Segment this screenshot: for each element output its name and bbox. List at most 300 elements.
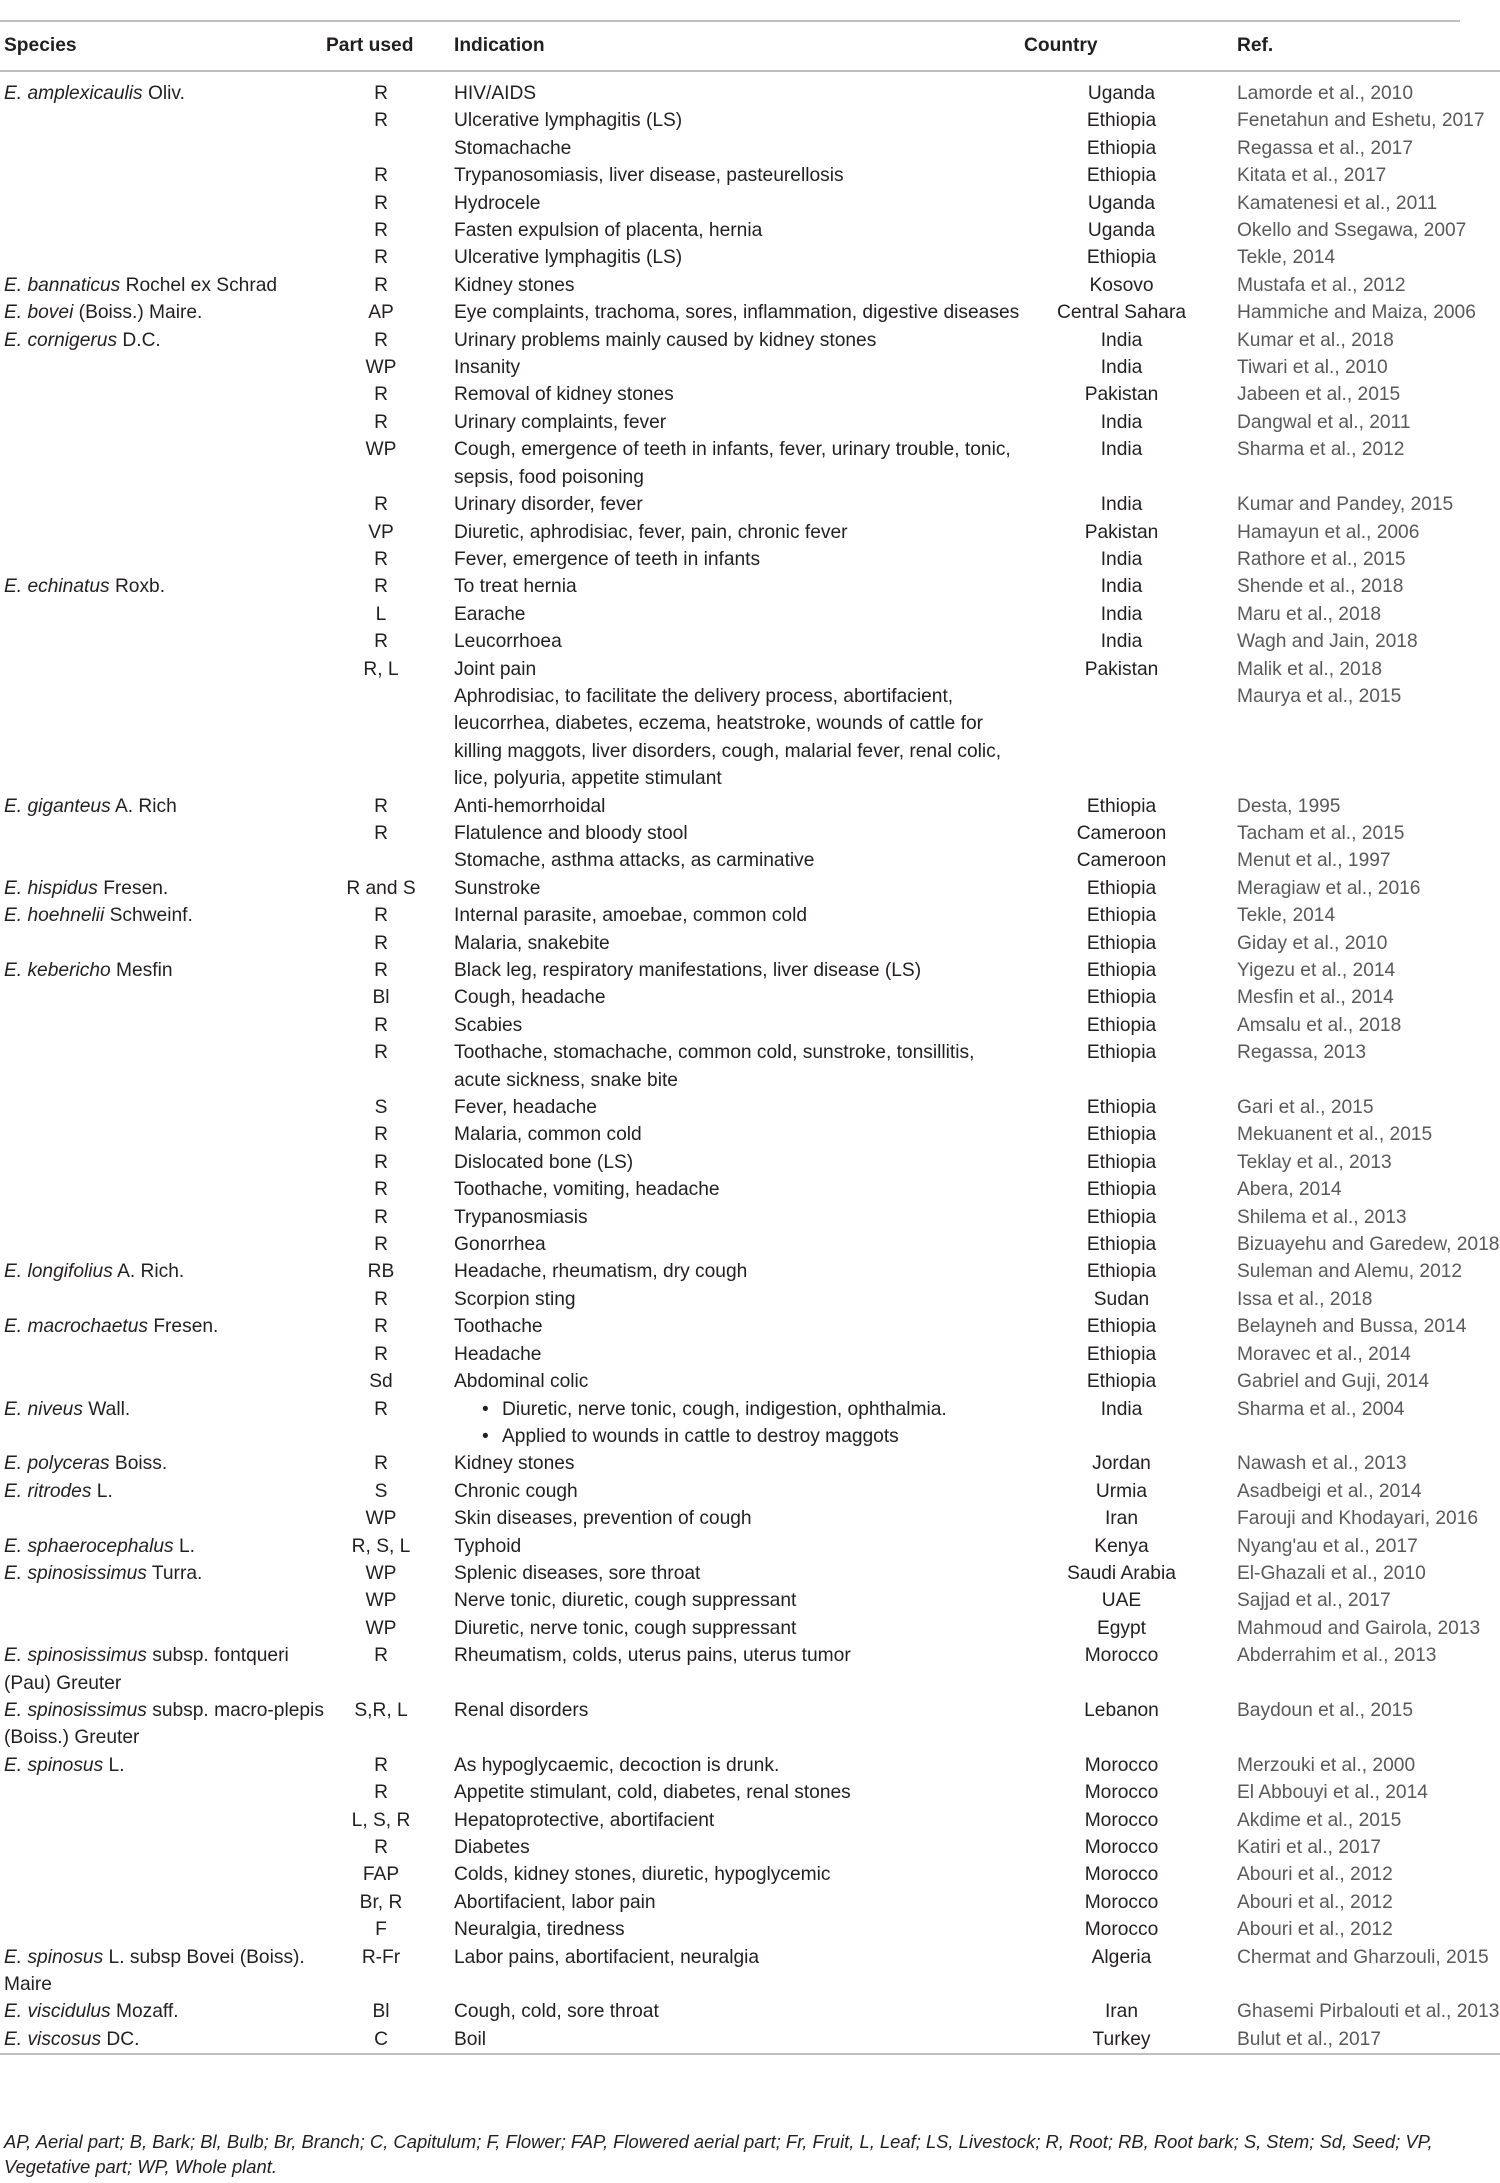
species-cell [0,573,326,600]
part-used-cell: FAP [362,1864,400,1886]
country-cell: Ethiopia [1086,1206,1157,1228]
part-used-cell: R [374,494,388,516]
part-used-cell: Bl [372,987,390,1009]
reference-cell: Desta, 1995 [1237,795,1341,817]
species-cell [0,1587,326,1614]
country-cell: Ethiopia [1086,110,1157,132]
table-row [0,1560,1500,1587]
reference-cell: Bizuayehu and Garedew, 2018 [1237,1234,1500,1256]
country-cell: India [1100,329,1143,351]
table-row [0,272,1500,299]
table-row [0,162,1500,189]
country-cell: Pakistan [1084,384,1159,406]
indication-cell: Colds, kidney stones, diuretic, hypoglycemic [454,1864,831,1886]
part-used-cell: R [374,411,388,433]
table-row [0,1642,1500,1697]
species-name: E. bovei [4,302,74,324]
indication-cell: Trypanosomiasis, liver disease, pasteurellosis [454,165,844,187]
indication-cell: Internal parasite, amoebae, common cold [454,905,808,927]
species-cell [0,930,326,957]
country-cell [1024,683,1219,793]
species-authority: Fresen. [97,877,169,899]
indication-cell: Neuralgia, tiredness [454,1919,625,1941]
part-used-cell: R [374,822,388,844]
table-row [0,1478,1500,1505]
indication-cell: Abdominal colic [454,1371,589,1393]
country-cell: Pakistan [1084,658,1159,680]
indication-cell: Headache, rheumatism, dry cough [454,1261,748,1283]
species-cell [0,875,326,902]
species-cell [0,1039,326,1094]
reference-cell: Teklay et al., 2013 [1237,1151,1392,1173]
reference-cell: Meragiaw et al., 2016 [1237,877,1421,899]
reference-cell: Issa et al., 2018 [1237,1288,1373,1310]
reference-cell: Menut et al., 1997 [1237,850,1391,872]
species-name: E. giganteus [4,795,111,817]
part-used-cell [326,683,436,793]
reference-cell: Abouri et al., 2012 [1237,1864,1393,1886]
reference-cell: Rathore et al., 2015 [1237,548,1406,570]
reference-cell: Ghasemi Pirbalouti et al., 2013 [1237,2001,1500,2023]
country-cell: Ethiopia [1086,905,1157,927]
table-row [0,299,1500,326]
species-cell [0,1450,326,1477]
country-cell: Ethiopia [1086,165,1157,187]
part-used-cell [326,135,436,162]
indication-cell: Chronic cough [454,1480,578,1502]
reference-cell: Baydoun et al., 2015 [1237,1699,1414,1721]
indication-cell [436,1396,1024,1451]
reference-cell: Mesfin et al., 2014 [1237,987,1394,1009]
indication-cell: HIV/AIDS [454,83,537,104]
table-row [0,107,1500,134]
species-authority: Mesfin [110,960,173,981]
species-cell [0,1615,326,1642]
species-name: E. echinatus [4,576,110,598]
country-cell: India [1100,548,1143,570]
indication-cell: Anti-hemorrhoidal [454,795,606,817]
indication-cell: Stomache, asthma attacks, as carminative [454,850,815,872]
species-name: E. cornigerus [4,329,118,351]
species-cell [0,546,326,573]
indication-cell: Renal disorders [454,1699,589,1721]
reference-cell: Shende et al., 2018 [1237,576,1404,598]
species-cell [0,217,326,244]
reference-cell: Yigezu et al., 2014 [1237,960,1396,981]
indication-cell: Splenic diseases, sore throat [454,1562,701,1584]
table-row [0,957,1500,984]
table-row [0,1779,1500,1806]
part-used-cell: WP [365,357,397,379]
species-name: E. viscidulus [4,2001,111,2023]
country-cell: Cameroon [1076,850,1167,872]
country-cell: Morocco [1084,1645,1159,1667]
reference-cell: Hammiche and Maiza, 2006 [1237,302,1476,324]
part-used-cell: R [374,1645,388,1667]
reference-cell: Farouji and Khodayari, 2016 [1237,1508,1479,1530]
part-used-cell: R [374,960,388,981]
reference-cell: Giday et al., 2010 [1237,932,1388,954]
reference-cell: Gabriel and Guji, 2014 [1237,1371,1429,1393]
indication-cell: Diabetes [454,1837,530,1858]
country-cell: Ethiopia [1086,1234,1157,1256]
reference-cell: Suleman and Alemu, 2012 [1237,1261,1463,1283]
header-country: Country [1024,22,1219,71]
reference-cell: Kitata et al., 2017 [1237,165,1387,187]
country-cell: Uganda [1087,83,1156,104]
table-row [0,1697,1500,1752]
indication-cell: Nerve tonic, diuretic, cough suppressant [454,1590,797,1612]
species-cell [0,984,326,1011]
table-row [0,820,1500,847]
species-cell [0,1149,326,1176]
table-row [0,1121,1500,1148]
country-cell: Pakistan [1084,521,1159,543]
table-row [0,409,1500,436]
reference-cell: Gari et al., 2015 [1237,1097,1374,1119]
species-authority: DC. [101,2028,140,2050]
country-cell: Ethiopia [1086,960,1157,981]
reference-cell: Jabeen et al., 2015 [1237,384,1401,406]
country-cell: Iran [1104,1508,1139,1530]
header-row [0,22,1500,71]
indication-cell: Toothache [454,1316,543,1338]
indication-cell: Eye complaints, trachoma, sores, inflammation, digestive diseases [454,302,1020,324]
indication-cell: Scabies [454,1014,523,1036]
species-name: E. spinosus [4,1946,104,1968]
indication-cell: Insanity [454,357,521,379]
species-authority: subsp. macro-plepis (Boiss.) Greuter [4,1699,324,1749]
indication-bullet: • Applied to wounds in cattle to destroy maggots [482,1423,1024,1450]
part-used-cell: R [374,1151,388,1173]
reference-cell: Kumar et al., 2018 [1237,329,1394,351]
indication-cell: As hypoglycaemic, decoction is drunk. [454,1754,780,1776]
country-cell: Iran [1104,2001,1139,2023]
part-used-cell: R [374,1042,388,1064]
part-used-cell: R [374,192,388,214]
part-used-cell: C [374,2028,388,2050]
table-row [0,327,1500,354]
species-cell [0,244,326,271]
indication-cell: Abortifacient, labor pain [454,1891,656,1913]
species-name: E. bannaticus [4,274,121,296]
part-used-cell: S [374,1097,388,1119]
reference-cell: Asadbeigi et al., 2014 [1237,1480,1422,1502]
table-row [0,656,1500,683]
country-cell: Ethiopia [1086,1042,1157,1064]
table-row [0,1505,1500,1532]
table-row [0,436,1500,491]
indication-cell: Flatulence and bloody stool [454,822,688,844]
country-cell: India [1100,357,1143,379]
country-cell: Ethiopia [1086,1124,1157,1146]
species-authority: Wall. [82,1398,131,1420]
species-cell [0,1121,326,1148]
species-authority: Turra. [146,1562,203,1584]
part-used-cell: R [374,1398,388,1420]
country-cell: Kosovo [1089,274,1154,296]
reference-cell: Regassa et al., 2017 [1237,137,1414,159]
country-cell: Ethiopia [1086,1179,1157,1201]
table-row [0,1176,1500,1203]
country-cell: Ethiopia [1086,247,1157,269]
country-cell: Turkey [1092,2028,1151,2050]
header-indication: Indication [436,22,1024,71]
table-row [0,930,1500,957]
table-row [0,135,1500,162]
species-name: E. spinosissimus [4,1645,147,1667]
reference-cell: Sajjad et al., 2017 [1237,1590,1391,1612]
species-cell [0,1752,326,1779]
indication-cell: Cough, emergence of teeth in infants, fever, urinary trouble, tonic, sepsis, food poisoning [454,439,1011,488]
species-cell [0,299,326,326]
indication-cell: Stomachache [454,137,572,159]
species-name: E. ritrodes [4,1480,92,1502]
part-used-cell: R [374,1234,388,1256]
indication-cell: Hydrocele [454,192,541,214]
species-name: E. amplexicaulis [4,83,143,104]
species-name: E. sphaerocephalus [4,1535,174,1557]
part-used-cell: R [374,83,388,104]
indication-cell: Typhoid [454,1535,522,1557]
indication-cell: Urinary complaints, fever [454,411,667,433]
species-name: E. spinosus [4,1754,104,1776]
reference-cell: Mekuanent et al., 2015 [1237,1124,1433,1146]
indication-cell: Aphrodisiac, to facilitate the delivery process, abortifacient, leucorrhea, diabetes, eczema, heatstroke, wounds of cattle for killing maggots, liver disorders, cough, malarial fever, renal colic, lice, polyuria, appetite stimulant [454,685,1002,790]
part-used-cell: R [374,548,388,570]
part-used-cell: R [374,165,388,187]
species-authority: Oliv. [142,83,185,104]
indication-cell: Malaria, snakebite [454,932,610,954]
part-used-cell: WP [365,439,397,461]
indication-cell: Toothache, vomiting, headache [454,1179,720,1201]
species-authority: L. subsp Bovei (Boiss). Maire [4,1946,305,1996]
country-cell: India [1100,494,1143,516]
table-row [0,1752,1500,1779]
table-row [0,902,1500,929]
part-used-cell: R [374,1343,388,1365]
part-used-cell: R [374,1124,388,1146]
species-cell [0,190,326,217]
reference-cell: Merzouki et al., 2000 [1237,1754,1416,1776]
species-name: E. hispidus [4,877,98,899]
indication-cell: Dislocated bone (LS) [454,1151,634,1173]
indication-bullet-list [454,1396,1024,1451]
species-cell [0,1505,326,1532]
reference-cell: Hamayun et al., 2006 [1237,521,1420,543]
country-cell: Lebanon [1084,1699,1159,1721]
indication-cell: Malaria, common cold [454,1124,642,1146]
species-cell [0,683,326,793]
reference-cell: Maurya et al., 2015 [1237,685,1402,707]
country-cell: India [1100,411,1143,433]
indication-cell: Earache [454,603,526,625]
species-cell [0,1176,326,1203]
species-cell [0,272,326,299]
species-cell [0,1533,326,1560]
part-used-cell: R [374,329,388,351]
reference-cell: Moravec et al., 2014 [1237,1343,1411,1365]
indication-cell: Labor pains, abortifacient, neuralgia [454,1946,760,1968]
country-cell: India [1100,631,1143,653]
country-cell: Central Sahara [1056,302,1187,324]
table-row [0,1916,1500,1943]
indication-cell: Cough, cold, sore throat [454,2001,659,2023]
indication-cell: Fever, emergence of teeth in infants [454,548,761,570]
species-cell [0,1286,326,1313]
table-row [0,1012,1500,1039]
species-cell [0,2026,326,2054]
species-name: E. macrochaetus [4,1316,148,1338]
table-row [0,1204,1500,1231]
part-used-cell: R [374,795,388,817]
reference-cell: Dangwal et al., 2011 [1237,411,1411,433]
table-row [0,1286,1500,1313]
table-row [0,1313,1500,1340]
species-cell [0,327,326,354]
species-cell [0,1998,326,2025]
table-row [0,546,1500,573]
species-cell [0,1258,326,1285]
country-cell: Uganda [1087,220,1156,242]
country-cell: Saudi Arabia [1067,1562,1176,1584]
indication-cell: To treat hernia [454,576,577,598]
table-row [0,1231,1500,1258]
indication-cell: Diuretic, nerve tonic, cough suppressant [454,1617,797,1639]
species-cell [0,820,326,847]
species-cell [0,1834,326,1861]
ethnobotany-table [0,22,1500,2059]
reference-cell: Lamorde et al., 2010 [1237,83,1414,104]
reference-cell: Maru et al., 2018 [1237,603,1381,625]
species-cell [0,847,326,874]
reference-cell: Kumar and Pandey, 2015 [1237,494,1454,516]
country-cell: Morocco [1084,1891,1159,1913]
table-row [0,491,1500,518]
abbreviation-footnote: AP, Aerial part; B, Bark; Bl, Bulb; Br, Branch; C, Capitulum; F, Flower; FAP, Flowered aerial part; Fr, Fruit, L, Leaf; LS, Livestock; R, Root; RB, Root bark; S, Stem; Sd, Seed; VP, Vegetative part; WP, Whole plant. [4,2131,1433,2177]
reference-cell: Fenetahun and Eshetu, 2017 [1237,110,1485,132]
table-row [0,354,1500,381]
table-row [0,1533,1500,1560]
species-cell [0,1012,326,1039]
table-row [0,573,1500,600]
bottom-rule [0,2054,1500,2059]
part-used-cell: R [374,631,388,653]
species-cell [0,1889,326,1916]
species-authority: (Boiss.) Maire. [73,302,203,324]
part-used-cell: R [374,1179,388,1201]
species-authority: Roxb. [109,576,166,598]
indication-cell: Ulcerative lymphagitis (LS) [454,247,683,269]
country-cell: Ethiopia [1086,932,1157,954]
indication-cell: Cough, headache [454,987,606,1009]
indication-cell: Kidney stones [454,274,575,296]
part-used-cell: R, L [363,658,399,680]
species-authority: D.C. [117,329,161,351]
part-used-cell: R [374,220,388,242]
table-row [0,1450,1500,1477]
table-row [0,217,1500,244]
table-row [0,2026,1500,2054]
indication-cell: Headache [454,1343,542,1365]
reference-cell: Abderrahim et al., 2013 [1237,1645,1437,1667]
reference-cell: Sharma et al., 2004 [1237,1398,1405,1420]
species-authority: Mozaff. [110,2001,179,2023]
country-cell: Ethiopia [1086,795,1157,817]
part-used-cell: R [374,1782,388,1804]
species-name: E. spinosissimus [4,1562,147,1584]
part-used-cell: R [374,247,388,269]
table-row [0,984,1500,1011]
table-row [0,244,1500,271]
indication-cell: Toothache, stomachache, common cold, sunstroke, tonsillitis, acute sickness, snake bite [454,1042,975,1091]
species-authority: Boiss. [109,1453,168,1475]
table-row [0,1039,1500,1094]
species-name: E. polyceras [4,1453,110,1475]
country-cell: Egypt [1096,1617,1147,1639]
part-used-cell: R [374,1014,388,1036]
species-name: E. longifolius [4,1261,113,1283]
table-row [0,1149,1500,1176]
reference-cell: Okello and Ssegawa, 2007 [1237,220,1467,242]
species-authority: L. [173,1535,195,1557]
country-cell: India [1100,1398,1143,1420]
country-cell: Morocco [1084,1782,1159,1804]
reference-cell: Tekle, 2014 [1237,905,1336,927]
species-authority: L. [103,1754,125,1776]
reference-cell: Abouri et al., 2012 [1237,1891,1393,1913]
header-species: Species [0,22,326,71]
table-row [0,1341,1500,1368]
country-cell: Morocco [1084,1919,1159,1941]
table-row [0,1094,1500,1121]
indication-cell: Scorpion sting [454,1288,576,1310]
species-cell [0,957,326,984]
part-used-cell: RB [367,1261,395,1283]
indication-cell: Hepatoprotective, abortifacient [454,1809,715,1831]
country-cell: Uganda [1087,192,1156,214]
table-row [0,1368,1500,1395]
country-cell: Ethiopia [1086,1343,1157,1365]
part-used-cell: R [374,1754,388,1776]
table-row [0,71,1500,107]
reference-cell: Kamatenesi et al., 2011 [1237,192,1438,214]
species-cell [0,1944,326,1999]
part-used-cell: R [374,932,388,954]
country-cell: Ethiopia [1086,877,1157,899]
indication-cell: Fever, headache [454,1097,597,1119]
species-cell [0,1560,326,1587]
indication-cell: Trypanosmiasis [454,1206,588,1228]
reference-cell: Wagh and Jain, 2018 [1237,631,1418,653]
species-cell [0,1231,326,1258]
reference-cell: Sharma et al., 2012 [1237,439,1405,461]
country-cell: Sudan [1093,1288,1150,1310]
species-name: E. viscosus [4,2028,102,2050]
indication-cell: Leucorrhoea [454,631,562,653]
country-cell: Ethiopia [1086,1097,1157,1119]
part-used-cell: R [374,1316,388,1338]
species-cell [0,656,326,683]
country-cell: Ethiopia [1086,1316,1157,1338]
table-row [0,601,1500,628]
part-used-cell: F [375,1919,387,1941]
species-cell [0,1204,326,1231]
species-cell [0,1313,326,1340]
part-used-cell: R [374,905,388,927]
reference-cell: Regassa, 2013 [1237,1042,1367,1064]
part-used-cell: AP [368,302,394,324]
